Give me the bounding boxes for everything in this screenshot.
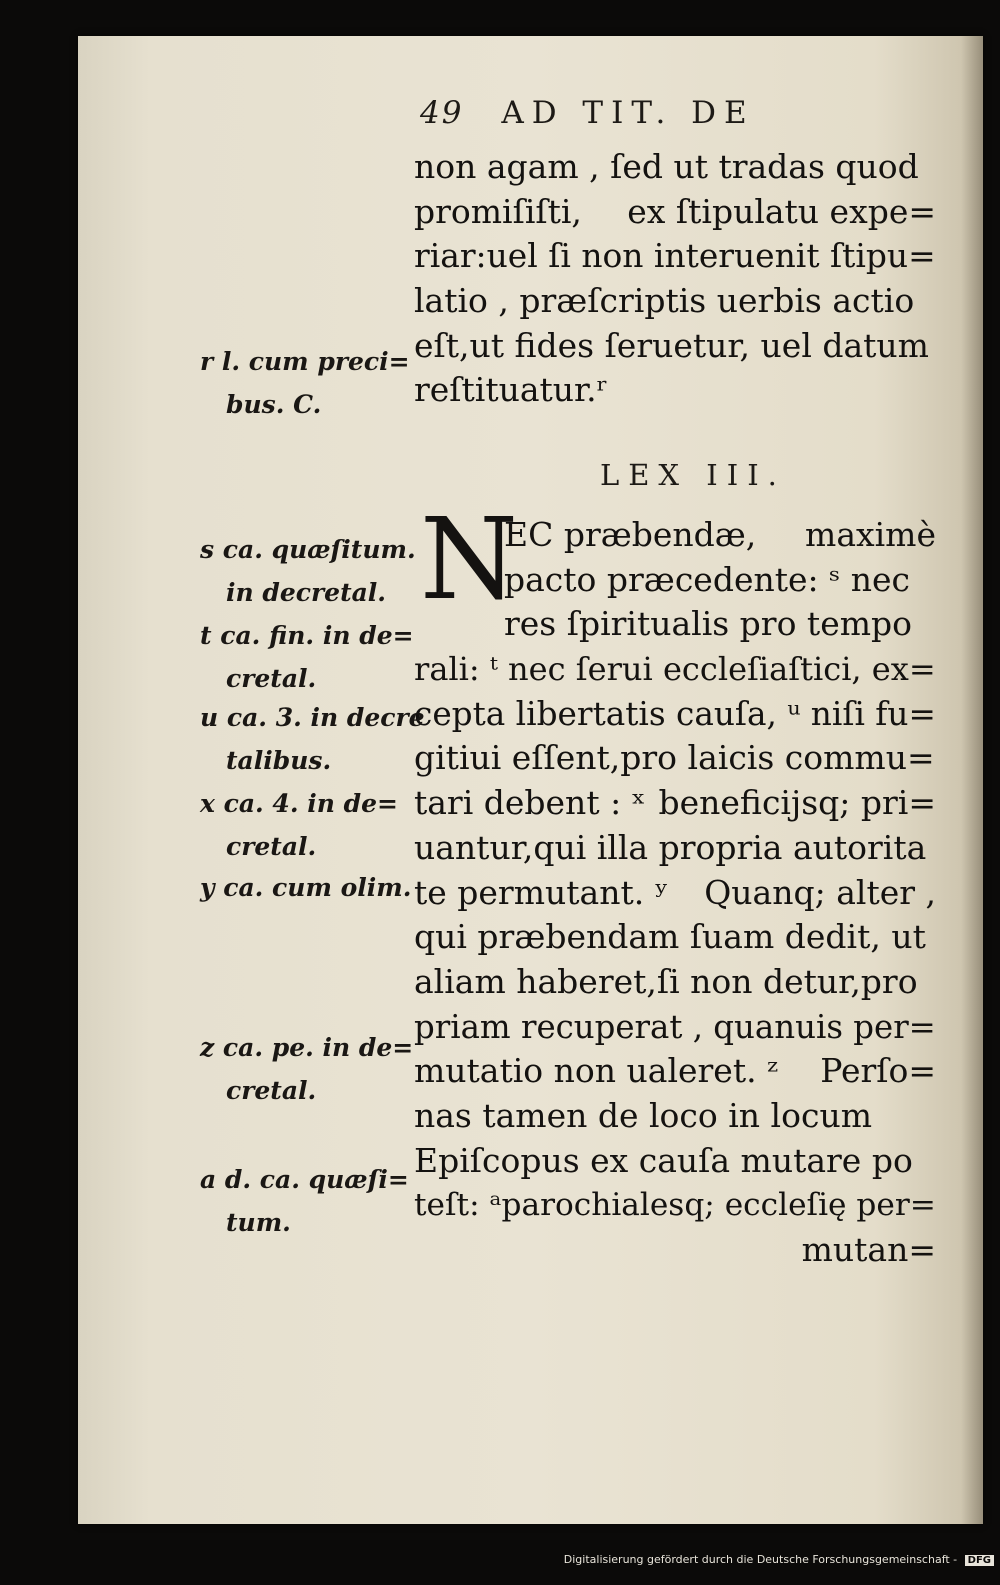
text-segment: non agam , ſed ut tradas quod: [414, 147, 919, 186]
text-segment: maximè: [805, 515, 936, 554]
marginal-note-u: [200, 696, 425, 782]
marginal-note-line: t ca. fin. in de=: [200, 621, 414, 650]
marginal-note-line: cretal.: [226, 664, 317, 693]
text-segment: latio , præſcriptis uerbis actio: [414, 281, 915, 321]
marginal-note-line: a d. ca. quæſi=: [200, 1165, 409, 1194]
text-segment: Perſo=: [820, 1051, 936, 1091]
text-line: [414, 558, 936, 603]
marginal-note-x: [200, 782, 405, 868]
dfg-logo: DFG: [965, 1555, 994, 1566]
marginal-note-r: [200, 340, 410, 426]
text-segment: mutatio non ualeret. ᶻ: [414, 1051, 778, 1091]
marginal-note-t: [200, 614, 414, 700]
text-segment: priam recuperat , quanuis per=: [414, 1007, 936, 1046]
text-segment: teſt: ᵃparochialesq; eccleſię per=: [414, 1187, 936, 1224]
text-segment: mutan=: [801, 1230, 936, 1269]
text-segment: eſt,ut fides ſeruetur, uel datum: [414, 325, 929, 365]
running-head: AD TIT. DE: [501, 95, 755, 131]
text-line: [414, 1049, 936, 1094]
marginal-note-s: [200, 528, 416, 614]
text-segment: te permutant. ʸ: [414, 872, 669, 912]
marginal-note-line: z ca. pe. in de=: [200, 1033, 414, 1062]
text-line: [414, 145, 936, 190]
marginal-note-line: talibus.: [226, 746, 332, 775]
text-line: [414, 826, 936, 871]
marginal-note-line: s ca. quæſitum.: [200, 535, 416, 564]
marginal-note-line: cretal.: [226, 1076, 317, 1105]
text-line: [414, 915, 936, 960]
text-line: [414, 368, 936, 413]
text-line: [414, 1139, 936, 1184]
text-line: [414, 513, 936, 558]
section-heading: LEX III.: [600, 458, 786, 492]
text-segment: Epiſcopus ex cauſa mutare po: [414, 1140, 913, 1180]
text-segment: promiſiſti,: [414, 191, 582, 231]
text-line: [414, 647, 936, 692]
credit-text: Digitalisierung gefördert durch die Deutsche Forschungsgemeinschaft -: [563, 1553, 958, 1566]
marginal-note-y: [200, 866, 412, 909]
marginal-note-line: cretal.: [226, 832, 317, 861]
marginal-note-z: [200, 1026, 414, 1112]
text-segment: cepta libertatis cauſa, ᵘ niſi fu=: [414, 694, 936, 733]
text-segment: beneficijsq; pri=: [658, 783, 936, 823]
text-line: [414, 324, 936, 369]
text-line: [414, 1183, 936, 1228]
marginal-note-line: u ca. 3. in decre: [200, 703, 425, 732]
text-line: [414, 602, 936, 647]
text-segment: tari debent : ˣ: [414, 783, 646, 823]
digitization-credit: [564, 1553, 994, 1566]
text-segment: EC præbendæ,: [504, 515, 757, 554]
text-line: [414, 1228, 936, 1273]
text-block-main: [414, 495, 936, 1273]
text-segment: qui præbendam ſuam dedit, ut: [414, 917, 926, 957]
page-number: 49: [420, 95, 464, 131]
text-segment: res ſpiritualis pro tempo: [504, 604, 913, 644]
text-segment: uantur,qui illa propria autorita: [414, 827, 927, 867]
marginal-note-line: tum.: [226, 1208, 291, 1237]
text-line: [414, 190, 936, 235]
text-line: [414, 692, 936, 737]
marginal-note-line: bus. C.: [226, 390, 322, 419]
text-block-top: [414, 145, 936, 413]
text-line: [414, 781, 936, 826]
text-line: [414, 736, 936, 781]
marginal-note-line: in decretal.: [226, 578, 387, 607]
text-line: [414, 1094, 936, 1139]
page-header: [420, 95, 755, 131]
marginal-note-line: r l. cum preci=: [200, 347, 410, 376]
marginal-note-a: [200, 1158, 409, 1244]
text-segment: aliam haberet,ſi non detur,pro: [414, 961, 918, 1001]
text-segment: riar:uel ſi non interuenit ſtipu=: [414, 236, 936, 276]
text-segment: nas tamen de loco in locum: [414, 1095, 873, 1135]
text-line: [414, 871, 936, 916]
text-segment: rali: ᵗ nec ſerui eccleſiaſtici, ex=: [414, 650, 936, 689]
marginal-note-line: x ca. 4. in de=: [200, 789, 398, 818]
drop-cap-initial: N: [420, 495, 518, 625]
text-segment: reſtituatur.ʳ: [414, 370, 609, 410]
text-line: [414, 1005, 936, 1050]
marginal-note-line: y ca. cum olim.: [200, 873, 412, 902]
text-segment: pacto præcedente: ˢ nec: [504, 559, 911, 599]
text-line: [414, 234, 936, 279]
text-segment: Quanq; alter ,: [704, 872, 936, 912]
text-line: [414, 279, 936, 324]
text-line: [414, 960, 936, 1005]
text-segment: gitiui eſſent,pro laicis commu=: [414, 738, 935, 778]
text-segment: ex ſtipulatu expe=: [627, 191, 936, 231]
